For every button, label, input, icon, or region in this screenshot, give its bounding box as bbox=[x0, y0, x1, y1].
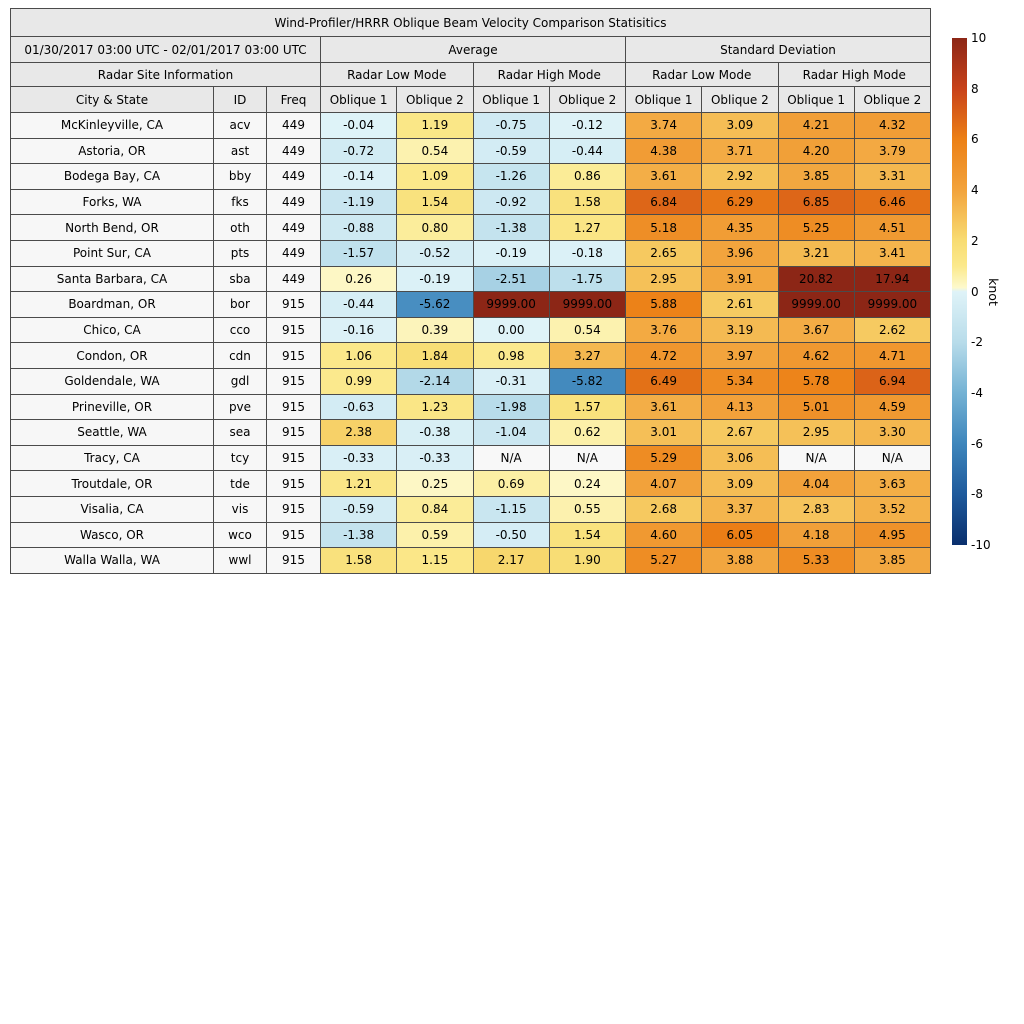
cell-id: pve bbox=[214, 394, 267, 420]
cell-freq: 449 bbox=[267, 266, 321, 292]
cell-value: 4.71 bbox=[854, 343, 930, 369]
cell-freq: 449 bbox=[267, 138, 321, 164]
cell-id: bor bbox=[214, 292, 267, 318]
cell-value: -0.12 bbox=[549, 113, 625, 139]
cell-value: 2.95 bbox=[626, 266, 702, 292]
cell-value: 1.27 bbox=[549, 215, 625, 241]
cell-city: Seattle, WA bbox=[11, 420, 214, 446]
colorbar-tick-label: 10 bbox=[971, 31, 987, 45]
cell-id: wwl bbox=[214, 548, 267, 574]
table-row bbox=[11, 317, 931, 343]
cell-value: -0.59 bbox=[473, 138, 549, 164]
cell-value: 4.21 bbox=[778, 113, 854, 139]
cell-value: 20.82 bbox=[778, 266, 854, 292]
cell-id: gdl bbox=[214, 368, 267, 394]
cell-value: 1.54 bbox=[549, 522, 625, 548]
cell-value: 3.97 bbox=[702, 343, 778, 369]
cell-value: 3.41 bbox=[854, 240, 930, 266]
table-row bbox=[11, 266, 931, 292]
cell-value: -0.59 bbox=[321, 496, 397, 522]
cell-value: 1.21 bbox=[321, 471, 397, 497]
cell-value: 1.84 bbox=[397, 343, 473, 369]
colorbar-tick-label: 0 bbox=[971, 284, 979, 299]
cell-value: 5.33 bbox=[778, 548, 854, 574]
cell-value: 2.17 bbox=[473, 548, 549, 574]
cell-value: 3.96 bbox=[702, 240, 778, 266]
cell-value: 5.34 bbox=[702, 368, 778, 394]
cell-value: 5.18 bbox=[626, 215, 702, 241]
cell-value: -0.44 bbox=[321, 292, 397, 318]
cell-value: -1.04 bbox=[473, 420, 549, 446]
table-title: Wind-Profiler/HRRR Oblique Beam Velocity Comparison Statisitics bbox=[11, 9, 931, 37]
section-average-radar-high-mode: Radar High Mode bbox=[473, 63, 626, 87]
cell-city: Santa Barbara, CA bbox=[11, 266, 214, 292]
cell-city: Boardman, OR bbox=[11, 292, 214, 318]
cell-freq: 915 bbox=[267, 292, 321, 318]
cell-value: -2.51 bbox=[473, 266, 549, 292]
cell-value: 1.54 bbox=[397, 189, 473, 215]
cell-freq: 915 bbox=[267, 471, 321, 497]
cell-id: cdn bbox=[214, 343, 267, 369]
cell-value: 6.85 bbox=[778, 189, 854, 215]
cell-id: tde bbox=[214, 471, 267, 497]
cell-value: 4.59 bbox=[854, 394, 930, 420]
table-row bbox=[11, 240, 931, 266]
table-row bbox=[11, 445, 931, 471]
cell-value: 0.86 bbox=[549, 164, 625, 190]
cell-value: 1.06 bbox=[321, 343, 397, 369]
col-avg-low-oblique-2: Oblique 2 bbox=[397, 87, 473, 113]
col-avg-low-oblique-1: Oblique 1 bbox=[321, 87, 397, 113]
cell-city: McKinleyville, CA bbox=[11, 113, 214, 139]
cell-value: 4.51 bbox=[854, 215, 930, 241]
section-average-radar-low-mode: Radar Low Mode bbox=[321, 63, 474, 87]
table-header bbox=[11, 9, 931, 113]
cell-city: Tracy, CA bbox=[11, 445, 214, 471]
colorbar-gradient bbox=[952, 38, 967, 545]
cell-value: 2.61 bbox=[702, 292, 778, 318]
cell-freq: 449 bbox=[267, 164, 321, 190]
cell-value: 6.29 bbox=[702, 189, 778, 215]
colorbar-tick-label: -8 bbox=[971, 487, 983, 502]
cell-value: 3.21 bbox=[778, 240, 854, 266]
cell-id: fks bbox=[214, 189, 267, 215]
cell-freq: 915 bbox=[267, 317, 321, 343]
cell-value: 2.38 bbox=[321, 420, 397, 446]
table-row bbox=[11, 215, 931, 241]
cell-value: 0.69 bbox=[473, 471, 549, 497]
table-row bbox=[11, 292, 931, 318]
colorbar-tick-label: 2 bbox=[971, 233, 979, 248]
table-row bbox=[11, 548, 931, 574]
cell-value: 0.54 bbox=[549, 317, 625, 343]
section-radar-site-information: Radar Site Information bbox=[11, 63, 321, 87]
section-std-radar-high-mode: Radar High Mode bbox=[778, 63, 931, 87]
cell-value: 3.85 bbox=[778, 164, 854, 190]
colorbar-unit-label: knot bbox=[986, 278, 1001, 306]
cell-value: -0.19 bbox=[473, 240, 549, 266]
cell-value: 5.25 bbox=[778, 215, 854, 241]
cell-city: Bodega Bay, CA bbox=[11, 164, 214, 190]
cell-value: -0.75 bbox=[473, 113, 549, 139]
cell-value: 4.95 bbox=[854, 522, 930, 548]
col-freq: Freq bbox=[267, 87, 321, 113]
cell-value: 4.72 bbox=[626, 343, 702, 369]
cell-value: 3.31 bbox=[854, 164, 930, 190]
cell-freq: 915 bbox=[267, 394, 321, 420]
cell-id: sba bbox=[214, 266, 267, 292]
cell-value: -1.19 bbox=[321, 189, 397, 215]
table-row bbox=[11, 394, 931, 420]
table-row bbox=[11, 164, 931, 190]
table-row bbox=[11, 189, 931, 215]
cell-freq: 915 bbox=[267, 420, 321, 446]
cell-value: -0.38 bbox=[397, 420, 473, 446]
group-header-standard-deviation: Standard Deviation bbox=[626, 37, 931, 63]
cell-value: 6.94 bbox=[854, 368, 930, 394]
cell-value: 1.19 bbox=[397, 113, 473, 139]
cell-city: Wasco, OR bbox=[11, 522, 214, 548]
table-row bbox=[11, 471, 931, 497]
col-std-high-oblique-2: Oblique 2 bbox=[854, 87, 930, 113]
cell-value: 4.20 bbox=[778, 138, 854, 164]
cell-value: -0.50 bbox=[473, 522, 549, 548]
cell-value: -0.18 bbox=[549, 240, 625, 266]
cell-value: 3.09 bbox=[702, 113, 778, 139]
table-row bbox=[11, 496, 931, 522]
cell-value: 0.62 bbox=[549, 420, 625, 446]
cell-value: 3.37 bbox=[702, 496, 778, 522]
stats-table bbox=[10, 8, 931, 574]
cell-value: 3.74 bbox=[626, 113, 702, 139]
cell-value: 3.67 bbox=[778, 317, 854, 343]
cell-value: 0.99 bbox=[321, 368, 397, 394]
cell-value: 5.29 bbox=[626, 445, 702, 471]
cell-value: 5.01 bbox=[778, 394, 854, 420]
cell-value: 3.30 bbox=[854, 420, 930, 446]
cell-freq: 915 bbox=[267, 445, 321, 471]
cell-id: sea bbox=[214, 420, 267, 446]
table-columns-row bbox=[11, 87, 931, 113]
cell-value: 2.67 bbox=[702, 420, 778, 446]
cell-value: 4.18 bbox=[778, 522, 854, 548]
cell-value: 1.57 bbox=[549, 394, 625, 420]
table-row bbox=[11, 368, 931, 394]
cell-value: -0.31 bbox=[473, 368, 549, 394]
cell-id: ast bbox=[214, 138, 267, 164]
cell-value: 3.01 bbox=[626, 420, 702, 446]
cell-value: 0.98 bbox=[473, 343, 549, 369]
cell-value: 1.09 bbox=[397, 164, 473, 190]
cell-value: N/A bbox=[473, 445, 549, 471]
cell-value: -1.15 bbox=[473, 496, 549, 522]
cell-value: -2.14 bbox=[397, 368, 473, 394]
colorbar-tick-label: 4 bbox=[971, 183, 979, 198]
cell-value: 4.60 bbox=[626, 522, 702, 548]
table-group-row bbox=[11, 37, 931, 63]
cell-value: 3.63 bbox=[854, 471, 930, 497]
cell-value: 0.24 bbox=[549, 471, 625, 497]
cell-value: 9999.00 bbox=[854, 292, 930, 318]
colorbar-tick-label: -2 bbox=[971, 335, 983, 350]
cell-value: -5.82 bbox=[549, 368, 625, 394]
cell-value: 3.91 bbox=[702, 266, 778, 292]
cell-value: -1.26 bbox=[473, 164, 549, 190]
cell-value: -0.88 bbox=[321, 215, 397, 241]
cell-value: -0.04 bbox=[321, 113, 397, 139]
group-header-average: Average bbox=[321, 37, 626, 63]
col-avg-high-oblique-2: Oblique 2 bbox=[549, 87, 625, 113]
cell-value: 9999.00 bbox=[549, 292, 625, 318]
cell-value: 2.62 bbox=[854, 317, 930, 343]
cell-value: 5.27 bbox=[626, 548, 702, 574]
cell-city: Point Sur, CA bbox=[11, 240, 214, 266]
cell-id: bby bbox=[214, 164, 267, 190]
colorbar-tick-label: 6 bbox=[971, 132, 979, 147]
cell-id: acv bbox=[214, 113, 267, 139]
cell-value: 3.71 bbox=[702, 138, 778, 164]
cell-value: 3.88 bbox=[702, 548, 778, 574]
cell-value: -0.14 bbox=[321, 164, 397, 190]
cell-value: 3.61 bbox=[626, 164, 702, 190]
cell-city: Condon, OR bbox=[11, 343, 214, 369]
cell-value: 0.59 bbox=[397, 522, 473, 548]
cell-value: -1.38 bbox=[321, 522, 397, 548]
cell-value: -0.33 bbox=[397, 445, 473, 471]
col-std-low-oblique-2: Oblique 2 bbox=[702, 87, 778, 113]
cell-value: -0.19 bbox=[397, 266, 473, 292]
cell-id: pts bbox=[214, 240, 267, 266]
cell-city: Visalia, CA bbox=[11, 496, 214, 522]
cell-value: 3.19 bbox=[702, 317, 778, 343]
cell-value: 4.62 bbox=[778, 343, 854, 369]
cell-city: Troutdale, OR bbox=[11, 471, 214, 497]
cell-freq: 915 bbox=[267, 343, 321, 369]
cell-id: wco bbox=[214, 522, 267, 548]
cell-id: oth bbox=[214, 215, 267, 241]
table-row bbox=[11, 522, 931, 548]
cell-value: 5.88 bbox=[626, 292, 702, 318]
cell-value: 0.80 bbox=[397, 215, 473, 241]
cell-value: 1.90 bbox=[549, 548, 625, 574]
cell-value: 0.26 bbox=[321, 266, 397, 292]
cell-value: 3.27 bbox=[549, 343, 625, 369]
cell-value: 0.54 bbox=[397, 138, 473, 164]
cell-freq: 449 bbox=[267, 240, 321, 266]
colorbar-tick-label: -4 bbox=[971, 385, 983, 400]
cell-value: -0.33 bbox=[321, 445, 397, 471]
colorbar-tick-label: 8 bbox=[971, 81, 979, 96]
col-std-high-oblique-1: Oblique 1 bbox=[778, 87, 854, 113]
col-id: ID bbox=[214, 87, 267, 113]
cell-value: 6.84 bbox=[626, 189, 702, 215]
col-city-state: City & State bbox=[11, 87, 214, 113]
section-std-radar-low-mode: Radar Low Mode bbox=[626, 63, 779, 87]
cell-value: 0.55 bbox=[549, 496, 625, 522]
cell-value: -0.72 bbox=[321, 138, 397, 164]
cell-id: tcy bbox=[214, 445, 267, 471]
table-row bbox=[11, 113, 931, 139]
cell-value: 1.23 bbox=[397, 394, 473, 420]
cell-freq: 915 bbox=[267, 496, 321, 522]
cell-value: 2.65 bbox=[626, 240, 702, 266]
cell-value: 2.95 bbox=[778, 420, 854, 446]
cell-value: 1.58 bbox=[549, 189, 625, 215]
cell-value: 3.52 bbox=[854, 496, 930, 522]
cell-city: Astoria, OR bbox=[11, 138, 214, 164]
cell-city: Chico, CA bbox=[11, 317, 214, 343]
cell-value: 1.15 bbox=[397, 548, 473, 574]
cell-value: -1.38 bbox=[473, 215, 549, 241]
cell-city: North Bend, OR bbox=[11, 215, 214, 241]
cell-value: 17.94 bbox=[854, 266, 930, 292]
table-body bbox=[11, 113, 931, 574]
cell-value: 0.25 bbox=[397, 471, 473, 497]
cell-value: 9999.00 bbox=[778, 292, 854, 318]
cell-value: 1.58 bbox=[321, 548, 397, 574]
cell-value: 4.38 bbox=[626, 138, 702, 164]
cell-value: -0.92 bbox=[473, 189, 549, 215]
cell-value: N/A bbox=[549, 445, 625, 471]
cell-id: cco bbox=[214, 317, 267, 343]
cell-value: -0.52 bbox=[397, 240, 473, 266]
col-avg-high-oblique-1: Oblique 1 bbox=[473, 87, 549, 113]
cell-city: Prineville, OR bbox=[11, 394, 214, 420]
cell-value: 2.83 bbox=[778, 496, 854, 522]
cell-value: 2.92 bbox=[702, 164, 778, 190]
cell-value: 3.61 bbox=[626, 394, 702, 420]
cell-value: -1.98 bbox=[473, 394, 549, 420]
cell-id: vis bbox=[214, 496, 267, 522]
cell-value: 9999.00 bbox=[473, 292, 549, 318]
cell-value: 0.84 bbox=[397, 496, 473, 522]
cell-freq: 915 bbox=[267, 368, 321, 394]
cell-freq: 915 bbox=[267, 522, 321, 548]
cell-value: -0.63 bbox=[321, 394, 397, 420]
cell-value: 4.07 bbox=[626, 471, 702, 497]
cell-city: Walla Walla, WA bbox=[11, 548, 214, 574]
cell-freq: 449 bbox=[267, 215, 321, 241]
cell-value: N/A bbox=[778, 445, 854, 471]
table-section-row bbox=[11, 63, 931, 87]
cell-freq: 915 bbox=[267, 548, 321, 574]
cell-value: N/A bbox=[854, 445, 930, 471]
col-std-low-oblique-1: Oblique 1 bbox=[626, 87, 702, 113]
cell-value: 6.49 bbox=[626, 368, 702, 394]
table-row bbox=[11, 138, 931, 164]
cell-city: Goldendale, WA bbox=[11, 368, 214, 394]
cell-value: 5.78 bbox=[778, 368, 854, 394]
table-title-row bbox=[11, 9, 931, 37]
cell-value: 4.35 bbox=[702, 215, 778, 241]
cell-value: 3.85 bbox=[854, 548, 930, 574]
cell-value: 2.68 bbox=[626, 496, 702, 522]
cell-value: -0.16 bbox=[321, 317, 397, 343]
colorbar-tick-label: -10 bbox=[971, 538, 991, 552]
cell-value: 3.76 bbox=[626, 317, 702, 343]
cell-freq: 449 bbox=[267, 189, 321, 215]
cell-value: 4.13 bbox=[702, 394, 778, 420]
table-row bbox=[11, 420, 931, 446]
cell-value: 0.00 bbox=[473, 317, 549, 343]
colorbar-tick-label: -6 bbox=[971, 436, 983, 451]
cell-value: -5.62 bbox=[397, 292, 473, 318]
cell-value: -1.75 bbox=[549, 266, 625, 292]
cell-value: 3.06 bbox=[702, 445, 778, 471]
cell-value: 4.04 bbox=[778, 471, 854, 497]
cell-value: 6.05 bbox=[702, 522, 778, 548]
cell-value: -0.44 bbox=[549, 138, 625, 164]
cell-freq: 449 bbox=[267, 113, 321, 139]
date-range: 01/30/2017 03:00 UTC - 02/01/2017 03:00 UTC bbox=[11, 37, 321, 63]
cell-value: 4.32 bbox=[854, 113, 930, 139]
cell-value: 3.09 bbox=[702, 471, 778, 497]
table-row bbox=[11, 343, 931, 369]
cell-value: 6.46 bbox=[854, 189, 930, 215]
cell-value: 3.79 bbox=[854, 138, 930, 164]
cell-city: Forks, WA bbox=[11, 189, 214, 215]
cell-value: 0.39 bbox=[397, 317, 473, 343]
cell-value: -1.57 bbox=[321, 240, 397, 266]
